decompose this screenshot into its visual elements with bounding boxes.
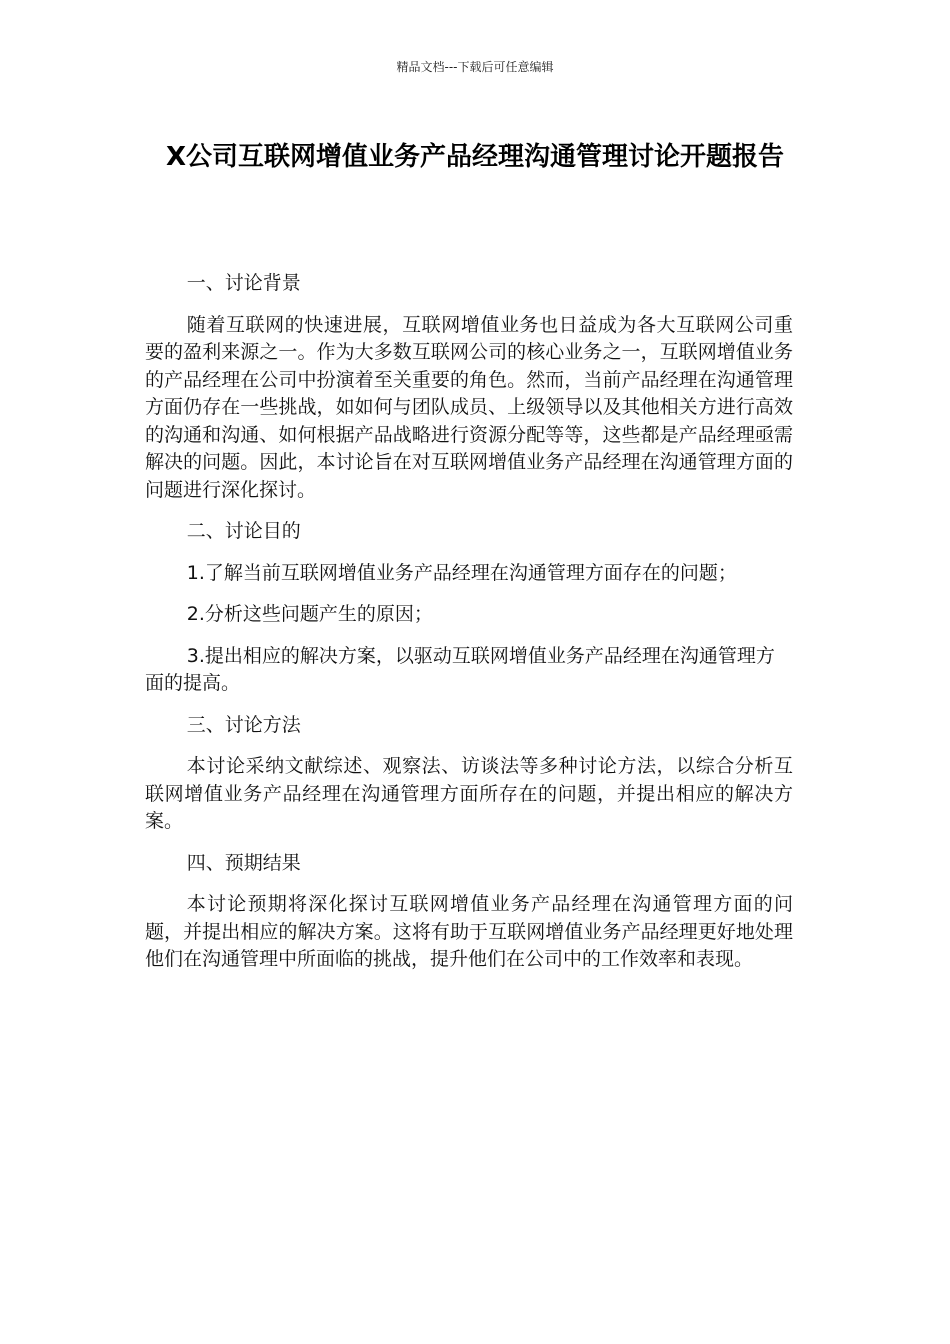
section-heading: 二、讨论目的 xyxy=(186,520,301,542)
purpose-item: 2.分析这些问题产生的原因； xyxy=(186,603,433,625)
body-paragraph: 随着互联网的快速进展，互联网增值业务也日益成为各大互联网公司重要的盈利来源之一。作为大多数互联网公司的核心业务之一，互联网增值业务的产品经理在公司中扮演着至关重要的角色。然而，当前产品经理在沟通管理方面仍存在一些挑战，如如何与团队成员、上级领导以及其他相关方进行高效的沟通和沟通、如何根据产品战略进行资源分配等等，这些都是产品经理亟需解决的问题。因此，本讨论旨在对互联网增值业务产品经理在沟通管理方面的问题进行深化探讨。 xyxy=(145,313,793,501)
body-paragraph: 本讨论预期将深化探讨互联网增值业务产品经理在沟通管理方面的问题，并提出相应的解决方案。这将有助于互联网增值业务产品经理更好地处理他们在沟通管理中所面临的挑战，提升他们在公司中的工作效率和表现。 xyxy=(145,893,793,970)
purpose-item: 1.了解当前互联网增值业务产品经理在沟通管理方面存在的问题； xyxy=(186,561,737,584)
section-heading: 一、讨论背景 xyxy=(186,272,301,294)
purpose-item: 3.提出相应的解决方案，以驱动互联网增值业务产品经理在沟通管理方面的提高。 xyxy=(145,644,775,694)
section-method xyxy=(145,712,793,836)
document-title: X公司互联网增值业务产品经理沟通管理讨论开题报告 xyxy=(165,142,785,172)
section-background xyxy=(145,270,793,504)
document-body xyxy=(145,270,793,988)
section-heading: 三、讨论方法 xyxy=(186,713,301,736)
body-paragraph: 本讨论采纳文献综述、观察法、访谈法等多种讨论方法，以综合分析互联网增值业务产品经理在沟通管理方面所存在的问题，并提出相应的解决方案。 xyxy=(145,755,793,832)
section-purpose xyxy=(145,518,793,698)
section-expected-results xyxy=(145,850,793,974)
page-header-note: 精品文档---下载后可任意编辑 xyxy=(396,60,554,74)
section-heading: 四、预期结果 xyxy=(186,851,301,874)
